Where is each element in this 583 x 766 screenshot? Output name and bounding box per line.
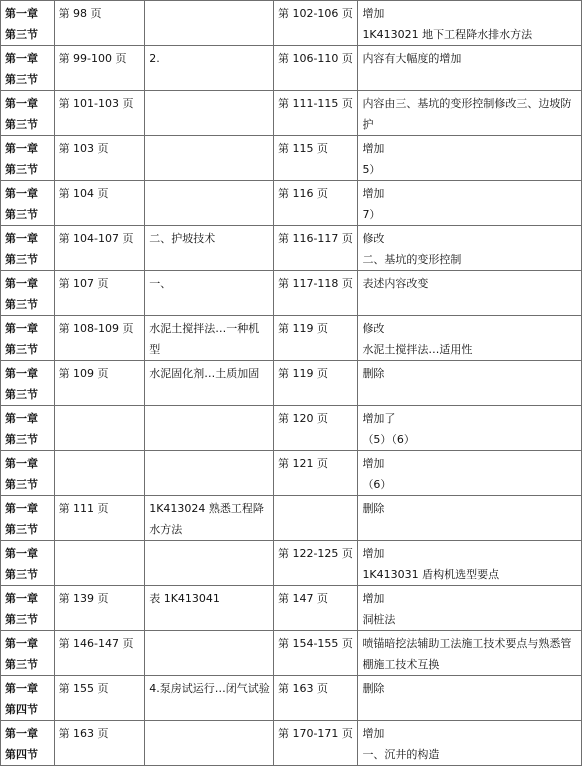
old-item-cell [145,721,274,766]
old-item-cell: 一、 [145,271,274,316]
new-page-cell [273,496,357,541]
section-label: 第四节 [5,748,38,761]
section-label: 第三节 [5,433,38,446]
change-line-1: 增加 [362,187,385,200]
new-page-cell: 第 117-118 页 [273,271,357,316]
change-line-1: 增加 [362,592,385,605]
change-line-2: 7） [362,208,381,221]
section-label: 第三节 [5,613,38,626]
new-page-cell: 第 154-155 页 [273,631,357,676]
old-item-cell: 二、护坡技术 [145,226,274,271]
section-label: 第三节 [5,163,38,176]
chapter-cell [1,46,55,91]
old-item-cell [145,181,274,226]
change-cell [358,721,582,766]
chapter-label: 第一章 [5,232,38,245]
table-row [1,586,582,631]
old-item-cell: 表 1K413041 [145,586,274,631]
table-row [1,1,582,46]
change-line-1: 增加 [362,142,385,155]
change-cell [358,91,582,136]
new-page-cell: 第 106-110 页 [273,46,357,91]
section-label: 第三节 [5,388,38,401]
change-line-1: 删除 [362,682,385,695]
chapter-label: 第一章 [5,412,38,425]
table-row [1,451,582,496]
change-line-1: 修改 [362,322,385,335]
table-row [1,676,582,721]
new-page-cell: 第 122-125 页 [273,541,357,586]
chapter-label: 第一章 [5,547,38,560]
change-cell [358,406,582,451]
change-cell [358,1,582,46]
section-label: 第三节 [5,208,38,221]
table-row [1,226,582,271]
old-item-cell: 2. [145,46,274,91]
change-line-1: 修改 [362,232,385,245]
change-line-1: 增加 [362,7,385,20]
section-label: 第三节 [5,523,38,536]
chapter-cell [1,1,55,46]
change-line-2: （6） [362,478,392,491]
old-item-cell [145,406,274,451]
old-item-cell [145,136,274,181]
table-row [1,181,582,226]
change-line-2: 水泥土搅拌法…适用性 [362,343,473,356]
old-page-cell: 第 108-109 页 [54,316,145,361]
chapter-cell [1,361,55,406]
old-page-cell: 第 107 页 [54,271,145,316]
table-row [1,406,582,451]
old-page-cell: 第 98 页 [54,1,145,46]
old-page-cell: 第 163 页 [54,721,145,766]
chapter-label: 第一章 [5,7,38,20]
chapter-label: 第一章 [5,97,38,110]
new-page-cell: 第 120 页 [273,406,357,451]
old-item-cell [145,451,274,496]
change-cell [358,451,582,496]
chapter-label: 第一章 [5,682,38,695]
change-line-1: 内容由三、基坑的变形控制修改三、边坡防护 [362,97,572,131]
table-row [1,316,582,361]
change-cell [358,181,582,226]
new-page-cell: 第 163 页 [273,676,357,721]
change-cell [358,271,582,316]
revision-table-body [1,1,582,766]
new-page-cell: 第 121 页 [273,451,357,496]
section-label: 第四节 [5,703,38,716]
chapter-cell [1,676,55,721]
chapter-label: 第一章 [5,142,38,155]
section-label: 第三节 [5,28,38,41]
new-page-cell: 第 147 页 [273,586,357,631]
section-label: 第三节 [5,343,38,356]
table-row [1,91,582,136]
old-item-cell: 水泥土搅拌法…一种机型 [145,316,274,361]
section-label: 第三节 [5,658,38,671]
old-page-cell: 第 111 页 [54,496,145,541]
new-page-cell: 第 102-106 页 [273,1,357,46]
chapter-label: 第一章 [5,457,38,470]
table-row [1,361,582,406]
old-page-cell: 第 155 页 [54,676,145,721]
chapter-label: 第一章 [5,367,38,380]
change-line-2: （5）（6） [362,433,415,446]
change-line-2: 5） [362,163,381,176]
old-page-cell: 第 104-107 页 [54,226,145,271]
old-page-cell [54,406,145,451]
old-page-cell: 第 109 页 [54,361,145,406]
old-page-cell: 第 146-147 页 [54,631,145,676]
chapter-label: 第一章 [5,322,38,335]
chapter-cell [1,496,55,541]
old-item-cell: 1K413024 熟悉工程降水方法 [145,496,274,541]
section-label: 第三节 [5,118,38,131]
change-line-2: 洞桩法 [362,613,396,626]
chapter-label: 第一章 [5,727,38,740]
change-line-2: 一、沉井的构造 [362,748,440,761]
table-row [1,631,582,676]
change-line-2: 1K413031 盾构机选型要点 [362,568,500,581]
new-page-cell: 第 111-115 页 [273,91,357,136]
change-line-1: 删除 [362,367,385,380]
chapter-cell [1,271,55,316]
change-line-1: 内容有大幅度的增加 [362,52,462,65]
change-cell [358,361,582,406]
chapter-label: 第一章 [5,52,38,65]
table-row [1,46,582,91]
table-row [1,136,582,181]
chapter-label: 第一章 [5,277,38,290]
change-line-1: 增加 [362,547,385,560]
new-page-cell: 第 116-117 页 [273,226,357,271]
change-cell [358,631,582,676]
new-page-cell: 第 170-171 页 [273,721,357,766]
chapter-cell [1,136,55,181]
new-page-cell: 第 115 页 [273,136,357,181]
change-cell [358,316,582,361]
old-page-cell: 第 99-100 页 [54,46,145,91]
old-item-cell [145,1,274,46]
old-page-cell: 第 104 页 [54,181,145,226]
chapter-label: 第一章 [5,592,38,605]
old-item-cell [145,631,274,676]
change-line-1: 增加 [362,727,385,740]
chapter-cell [1,181,55,226]
table-row [1,541,582,586]
new-page-cell: 第 119 页 [273,316,357,361]
new-page-cell: 第 116 页 [273,181,357,226]
chapter-cell [1,226,55,271]
change-line-1: 增加了 [362,412,396,425]
chapter-label: 第一章 [5,187,38,200]
old-item-cell: 水泥固化剂…土质加固 [145,361,274,406]
old-item-cell: 4.泵房试运行…闭气试验 [145,676,274,721]
chapter-cell [1,451,55,496]
change-line-1: 喷锚暗挖法辅助工法施工技术要点与熟悉管棚施工技术互换 [362,637,572,671]
change-cell [358,586,582,631]
section-label: 第三节 [5,253,38,266]
chapter-cell [1,316,55,361]
old-page-cell: 第 101-103 页 [54,91,145,136]
change-cell [358,541,582,586]
change-cell [358,46,582,91]
change-line-2: 1K413021 地下工程降水排水方法 [362,28,533,41]
table-row [1,496,582,541]
table-row [1,721,582,766]
old-item-cell [145,91,274,136]
chapter-cell [1,586,55,631]
section-label: 第三节 [5,478,38,491]
old-page-cell: 第 139 页 [54,586,145,631]
change-cell [358,226,582,271]
change-line-1: 删除 [362,502,385,515]
old-item-cell [145,541,274,586]
old-page-cell [54,541,145,586]
change-cell [358,136,582,181]
change-line-2: 二、基坑的变形控制 [362,253,462,266]
old-page-cell: 第 103 页 [54,136,145,181]
change-cell [358,496,582,541]
change-line-1: 增加 [362,457,385,470]
change-cell [358,676,582,721]
chapter-cell [1,541,55,586]
new-page-cell: 第 119 页 [273,361,357,406]
chapter-cell [1,406,55,451]
chapter-cell [1,631,55,676]
section-label: 第三节 [5,568,38,581]
chapter-cell [1,721,55,766]
old-page-cell [54,451,145,496]
change-line-1: 表述内容改变 [362,277,429,290]
chapter-cell [1,91,55,136]
section-label: 第三节 [5,73,38,86]
section-label: 第三节 [5,298,38,311]
table-row [1,271,582,316]
chapter-label: 第一章 [5,502,38,515]
chapter-label: 第一章 [5,637,38,650]
